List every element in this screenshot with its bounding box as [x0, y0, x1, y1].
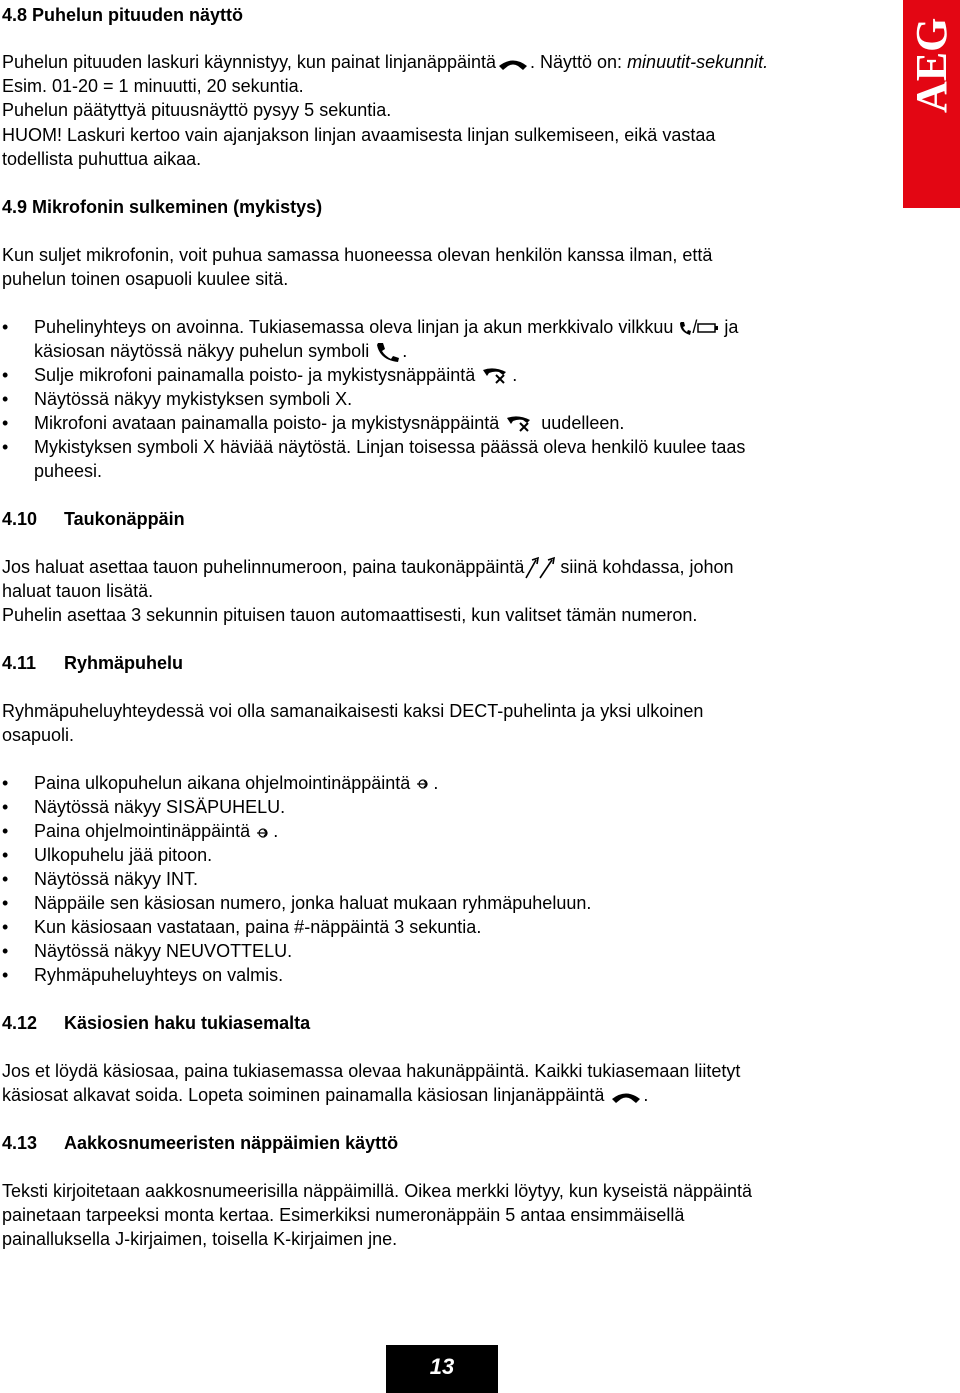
para-4-11-line2: osapuoli. [2, 725, 75, 745]
text-italic: minuutit-sekunnit. [627, 52, 769, 72]
list-item-continuation: puheesi. [34, 461, 103, 481]
text: . [512, 365, 518, 385]
text: Puhelun pituuden laskuri käynnistyy, kun painat linjanäppäintä [2, 52, 496, 72]
text: Kun käsiosaan vastataan, paina #-näppäintä 3 sekuntia. [34, 917, 482, 937]
text: Näytössä näkyy mykistyksen symboli X. [34, 389, 353, 409]
para-4-9-line2: puhelun toinen osapuoli kuulee sitä. [2, 269, 289, 289]
pause-key-icon [524, 556, 560, 580]
handset-icon [609, 1087, 643, 1105]
text: . [643, 1085, 649, 1105]
bullet: • [2, 317, 9, 337]
bullet: • [2, 389, 9, 409]
section-number: 4.9 [2, 197, 28, 217]
text: . [273, 821, 279, 841]
text: Ulkopuhelu jää pitoon. [34, 845, 213, 865]
slash: / [692, 317, 698, 337]
para-4-10-line1 [2, 556, 734, 580]
list-item-continuation [34, 340, 407, 363]
bullet: • [2, 797, 9, 817]
heading-4-12 [2, 1012, 310, 1034]
para-4-12-line1: Jos et löydä käsiosaa, paina tukiasemassa olevaa hakunäppäintä. Kaikki tukiasemaan liitetyt [2, 1061, 741, 1081]
mute-key-icon [480, 366, 512, 386]
para-4-8-line3: Puhelun päätyttyä pituusnäyttö pysyy 5 sekuntia. [2, 100, 392, 120]
text: käsiosan näytössä näkyy puhelun symboli [34, 341, 370, 361]
text: Näytössä näkyy SISÄPUHELU. [34, 797, 286, 817]
section-number: 4.11 [2, 653, 37, 673]
text: . [433, 773, 439, 793]
program-key-icon [415, 776, 433, 792]
section-number: 4.13 [2, 1133, 38, 1153]
text: Paina ulkopuhelun aikana ohjelmointinäppäintä [34, 773, 411, 793]
text: uudelleen. [541, 413, 625, 433]
heading-4-9 [2, 196, 322, 218]
para-4-10-line2: haluat tauon lisätä. [2, 581, 154, 601]
bullet: • [2, 437, 9, 457]
heading-4-11 [2, 652, 183, 674]
text: . Näyttö on: [530, 52, 628, 72]
para-4-13-line3: painalluksella J-kirjaimen, toisella K-kirjaimen jne. [2, 1229, 398, 1249]
para-4-9-line1: Kun suljet mikrofonin, voit puhua samassa huoneessa olevan henkilön kanssa ilman, että [2, 245, 713, 265]
para-4-8-line1 [2, 51, 768, 73]
aeg-logo [903, 0, 960, 208]
bullet: • [2, 773, 9, 793]
section-title: Käsiosien haku tukiasemalta [64, 1013, 311, 1033]
text: Näytössä näkyy NEUVOTTELU. [34, 941, 293, 961]
text: Puhelinyhteys on avoinna. Tukiasemassa oleva linjan ja akun merkkivalo vilkkuu [34, 317, 674, 337]
text: Jos haluat asettaa tauon puhelinnumeroon, paina taukonäppäintä [2, 557, 525, 577]
handset-icon [496, 54, 530, 72]
bullet: • [2, 917, 9, 937]
aeg-logo-text: AEG [907, 17, 956, 113]
bullet: • [2, 413, 9, 433]
page-number: 13 [386, 1345, 498, 1393]
section-number: 4.12 [2, 1013, 38, 1033]
text: Sulje mikrofoni painamalla poisto- ja mykistysnäppäintä [34, 365, 476, 385]
bullet: • [2, 941, 9, 961]
heading-4-10 [2, 508, 185, 530]
para-4-13-line2: painetaan tarpeeksi monta kertaa. Esimerkiksi numeronäppäin 5 antaa ensimmäisellä [2, 1205, 685, 1225]
bullet: • [2, 965, 9, 985]
call-symbol-icon [374, 341, 402, 363]
text: Näppäile sen käsiosan numero, jonka haluat mukaan ryhmäpuheluun. [34, 893, 592, 913]
bullet: • [2, 821, 9, 841]
para-4-8-line5: todellista puhuttua aikaa. [2, 149, 202, 169]
para-4-12-line2 [2, 1084, 648, 1106]
program-key-icon [255, 824, 273, 840]
section-title: Aakkosnumeeristen näppäimien käyttö [64, 1133, 399, 1153]
para-4-10-line3: Puhelin asettaa 3 sekunnin pituisen tauon automaattisesti, kun valitset tämän numeron. [2, 605, 698, 625]
text: käsiosat alkavat soida. Lopeta soiminen painamalla käsiosan linjanäppäintä [2, 1085, 605, 1105]
bullet: • [2, 869, 9, 889]
text: Paina ohjelmointinäppäintä [34, 821, 251, 841]
battery-icon [697, 322, 719, 334]
text: Mykistyksen symboli X häviää näytöstä. Linjan toisessa päässä oleva henkilö kuulee taas [34, 437, 746, 457]
section-title: Mikrofonin sulkeminen (mykistys) [32, 197, 323, 217]
text: ja [724, 317, 739, 337]
bullet: • [2, 893, 9, 913]
para-4-8-line4: HUOM! Laskuri kertoo vain ajanjakson linjan avaamisesta linjan sulkemiseen, eikä vastaa [2, 125, 716, 145]
text: Mikrofoni avataan painamalla poisto- ja mykistysnäppäintä [34, 413, 500, 433]
text: Ryhmäpuheluyhteys on valmis. [34, 965, 284, 985]
section-title: Ryhmäpuhelu [64, 653, 184, 673]
para-4-11-line1: Ryhmäpuheluyhteydessä voi olla samanaikaisesti kaksi DECT-puhelinta ja yksi ulkoinen [2, 701, 704, 721]
bullet: • [2, 845, 9, 865]
handset-small-icon [678, 320, 692, 336]
mute-key-icon [504, 414, 536, 434]
text: Näytössä näkyy INT. [34, 869, 199, 889]
heading-4-13 [2, 1132, 398, 1154]
text: siinä kohdassa, johon [560, 557, 734, 577]
para-4-13-line1: Teksti kirjoitetaan aakkosnumeerisilla näppäimillä. Oikea merkki löytyy, kun kyseistä näppäintä [2, 1181, 753, 1201]
section-number: 4.10 [2, 509, 38, 529]
para-4-8-line2: Esim. 01-20 = 1 minuutti, 20 sekuntia. [2, 76, 304, 96]
bullet: • [2, 365, 9, 385]
text: . [402, 341, 408, 361]
section-title: Taukonäppäin [64, 509, 185, 529]
heading-4-8: 4.8 Puhelun pituuden näyttö [2, 5, 244, 25]
